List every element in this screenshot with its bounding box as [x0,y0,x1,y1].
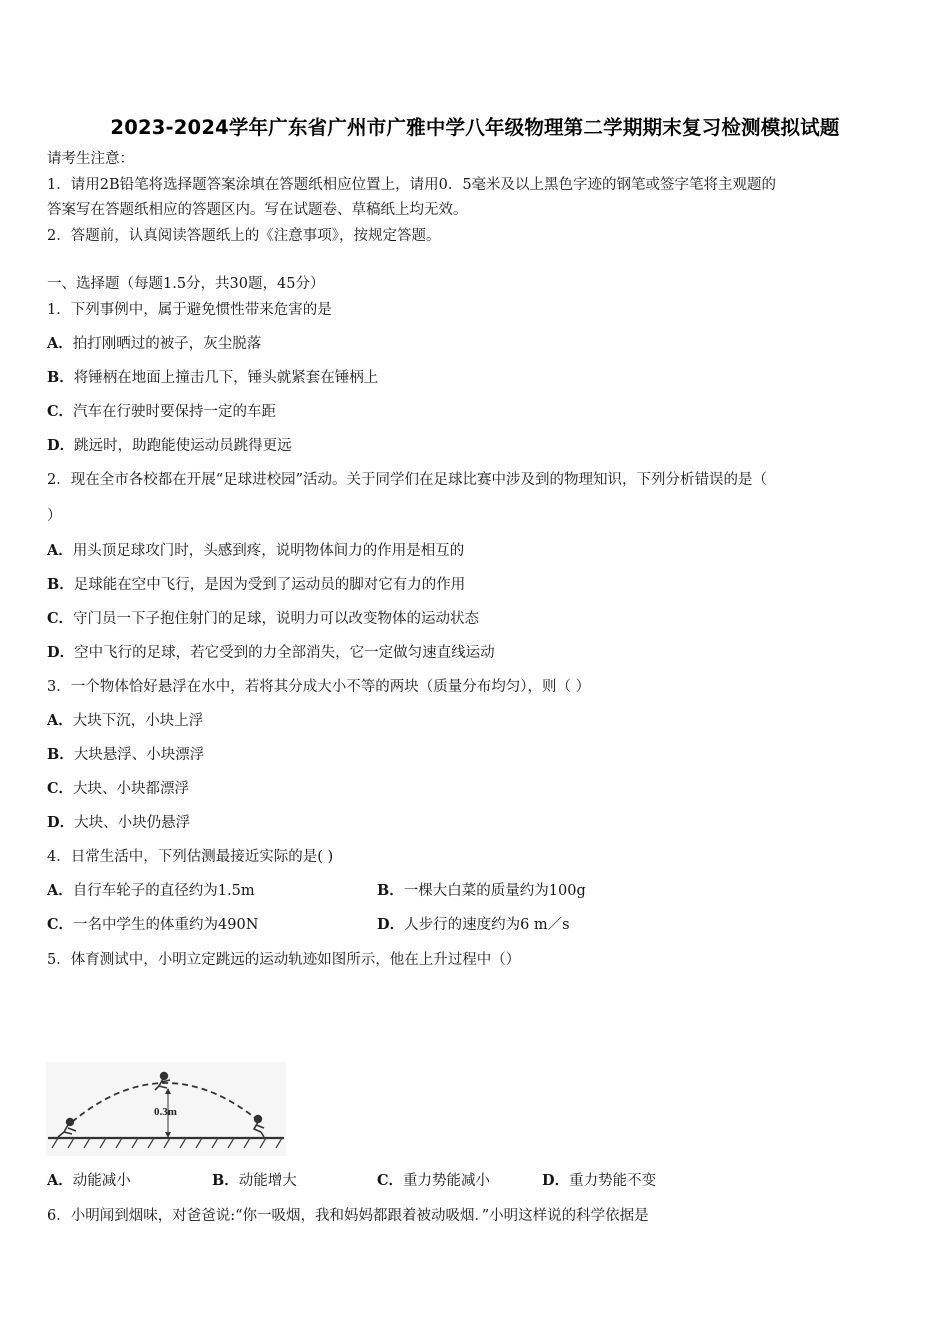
option-label: C． [47,916,74,933]
option-label: A． [47,542,73,559]
option-text: 大块悬浮、小块漂浮 [73,747,205,763]
option-text: 用头顶足球攻门时，头感到疼，说明物体间力的作用是相互的 [72,543,465,559]
option-text: 拍打刚晒过的被子，灰尘脱落 [72,336,262,352]
option-label: A． [47,1172,73,1189]
option-text: 重力势能不变 [569,1173,657,1189]
option-text: 跳远时，助跑能使运动员跳得更远 [74,438,292,454]
option-label: D． [542,1172,570,1189]
option-label: D． [47,644,75,661]
option-label: A． [47,882,73,899]
option-text: 足球能在空中飞行，是因为受到了运动员的脚对它有力的作用 [73,577,466,593]
q3-stem: 3．一个物体恰好悬浮在水中，若将其分成大小不等的两块（质量分布均匀），则（ ） [47,679,591,695]
option-text: 将锤柄在地面上撞击几下，锤头就紧套在锤柄上 [73,370,379,386]
trajectory-diagram [46,1062,286,1156]
option-label: B． [377,882,404,899]
q3-option-a [47,712,203,730]
option-label: A． [47,712,73,729]
option-text: 空中飞行的足球，若它受到的力全部消失，它一定做匀速直线运动 [74,645,495,661]
option-text: 守门员一下子抱住射门的足球，说明力可以改变物体的运动状态 [73,611,480,627]
option-text: 动能增大 [238,1173,297,1189]
q5-stem: 5．体育测试中，小明立定跳远的运动轨迹如图所示，他在上升过程中（） [47,952,521,968]
option-label: C． [47,780,74,797]
q3-option-b [47,746,204,764]
q1-option-a [47,335,261,353]
q5-option-b [212,1172,297,1190]
q4-stem: 4．日常生活中，下列估测最接近实际的是( ) [47,849,334,865]
option-label: C． [47,610,74,627]
q1-stem: 1．下列事例中，属于避免惯性带来危害的是 [47,302,332,318]
q2-option-a [47,542,464,560]
q4-option-c [47,916,258,934]
option-text: 大块下沉，小块上浮 [72,713,204,729]
q1-option-d [47,437,292,455]
option-text: 一名中学生的体重约为490N [73,917,259,933]
option-label: B． [47,576,74,593]
notice-heading: 请考生注意： [47,151,134,167]
q3-option-c [47,780,189,798]
option-text: 大块、小块都漂浮 [73,781,190,797]
option-label: A． [47,335,73,352]
q1-option-c [47,403,276,421]
q2-stem-line-2: ） [47,508,62,524]
q5-option-c [377,1172,490,1190]
q6-stem: 6．小明闻到烟味，对爸爸说:“你一吸烟，我和妈妈都跟着被动吸烟．”小明这样说的科学依据是 [47,1208,649,1224]
exam-title: 2023-2024学年广东省广州市广雅中学八年级物理第二学期期末复习检测模拟试题 [110,116,840,139]
q3-option-d [47,814,190,832]
option-label: B． [212,1172,239,1189]
q5-option-a [47,1172,131,1190]
q5-option-d [542,1172,656,1190]
option-text: 自行车轮子的直径约为1.5m [72,883,255,899]
option-text: 汽车在行驶时要保持一定的车距 [73,404,277,420]
option-text: 重力势能减小 [403,1173,491,1189]
q4-option-b [377,882,586,900]
option-label: B． [47,746,74,763]
q2-option-b [47,576,465,594]
height-label: 0.3m [154,1106,177,1118]
long-jump-trajectory-figure [46,1062,286,1156]
option-label: C． [377,1172,404,1189]
q4-option-d [377,916,570,934]
option-label: D． [47,437,75,454]
option-label: D． [47,814,75,831]
q2-stem-line-1: 2．现在全市各校都在开展“足球进校园”活动。关于同学们在足球比赛中涉及到的物理知识，下列分析错误的是（ [47,472,768,488]
option-text: 动能减小 [72,1173,131,1189]
q1-option-b [47,369,378,387]
q2-option-d [47,644,495,662]
option-label: D． [377,916,405,933]
option-label: C． [47,403,74,420]
option-text: 大块、小块仍悬浮 [74,815,191,831]
notice-item-1-line-1: 1．请用2B铅笔将选择题答案涂填在答题纸相应位置上，请用0．5毫米及以上黑色字迹的钢笔或签字笔将主观题的 [47,177,777,193]
option-text: 人步行的速度约为6 m／s [404,917,570,933]
notice-item-2: 2．答题前，认真阅读答题纸上的《注意事项》，按规定答题。 [47,228,441,244]
section-heading: 一、选择题（每题1.5分，共30题，45分） [47,276,325,292]
q4-option-a [47,882,255,900]
q2-option-c [47,610,479,628]
notice-item-1-line-2: 答案写在答题纸相应的答题区内。写在试题卷、草稿纸上均无效。 [47,202,468,218]
option-label: B． [47,369,74,386]
option-text: 一棵大白菜的质量约为100g [403,883,586,899]
